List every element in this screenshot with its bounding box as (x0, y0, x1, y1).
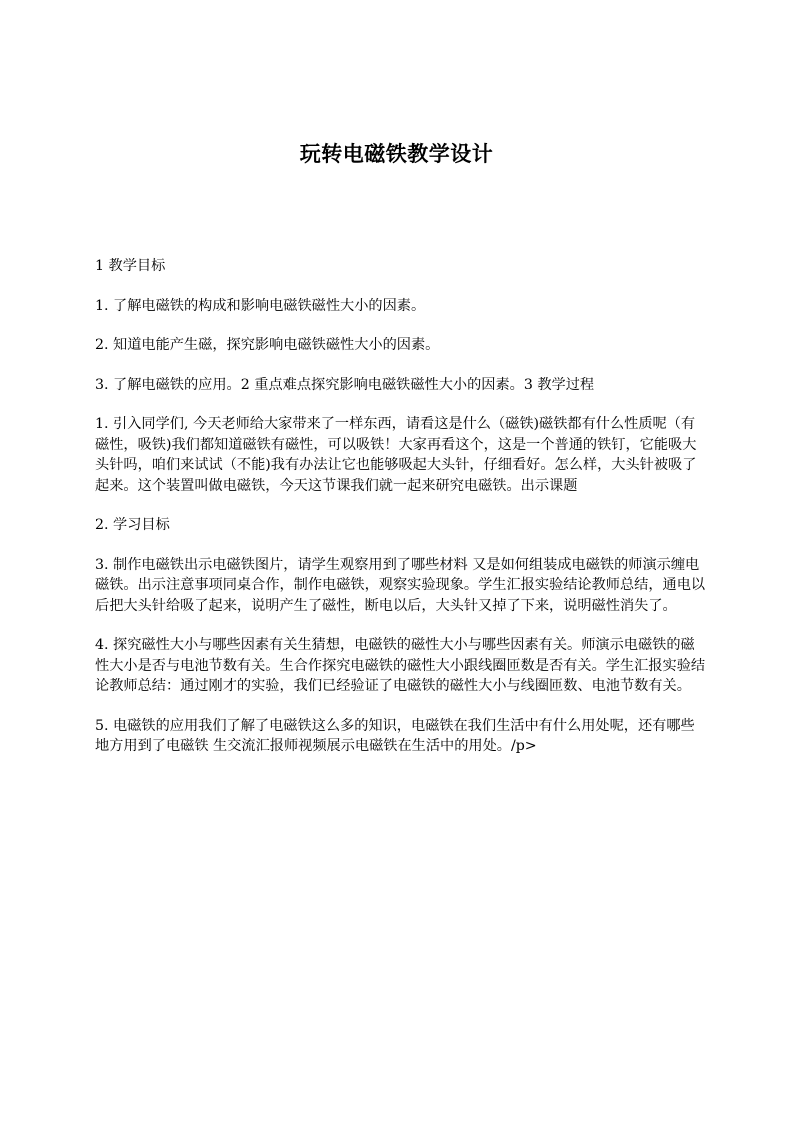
section-heading-objectives: 1 教学目标 (95, 258, 166, 274)
process-step-4: 4. 探究磁性大小与哪些因素有关生猜想，电磁铁的磁性大小与哪些因素有关。师演示电磁铁的磁性大小是否与电池节数有关。生合作探究电磁铁的磁性大小跟线圈匝数是否有关。学生汇报实验结论教师总结：通过刚才的实验，我们已经验证了电磁铁的磁性大小与线圈匝数、电池节数有关。 (95, 637, 706, 694)
process-step-2: 2. 学习目标 (95, 517, 170, 533)
process-step-3: 3. 制作电磁铁出示电磁铁图片，请学生观察用到了哪些材料 又是如何组装成电磁铁的师演示缠电磁铁。出示注意事项同桌合作，制作电磁铁，观察实验现象。学生汇报实验结论教师总结，通电以后把大头针给吸了起来，说明产生了磁性，断电以后，大头针又掉了下来，说明磁性消失了。 (95, 556, 706, 614)
process-step-5: 5. 电磁铁的应用我们了解了电磁铁这么多的知识，电磁铁在我们生活中有什么用处呢，还有哪些地方用到了电磁铁 生交流汇报师视频展示电磁铁在生活中的用处。/p> (95, 717, 695, 754)
objective-item-3: 3. 了解电磁铁的应用。2 重点难点探究影响电磁铁磁性大小的因素。3 教学过程 (95, 376, 595, 393)
process-step-1: 1. 引入同学们, 今天老师给大家带来了一样东西，请看这是什么（磁铁)磁铁都有什么性质呢（有磁性，吸铁)我们都知道磁铁有磁性，可以吸铁！大家再看这个，这是一个普通的铁钉，它能吸大头针吗，咱们来试试（不能)我有办法让它也能够吸起大头针，仔细看好。怎么样，大头针被吸了起来。这个装置叫做电磁铁，今天这节课我们就一起来研究电磁铁。出示课题 (95, 416, 697, 494)
objective-item-2: 2. 知道电能产生磁，探究影响电磁铁磁性大小的因素。 (95, 337, 440, 353)
objective-item-1: 1. 了解电磁铁的构成和影响电磁铁磁性大小的因素。 (95, 297, 426, 314)
document-body (95, 256, 707, 776)
document-title: 玩转电磁铁教学设计 (299, 141, 494, 166)
